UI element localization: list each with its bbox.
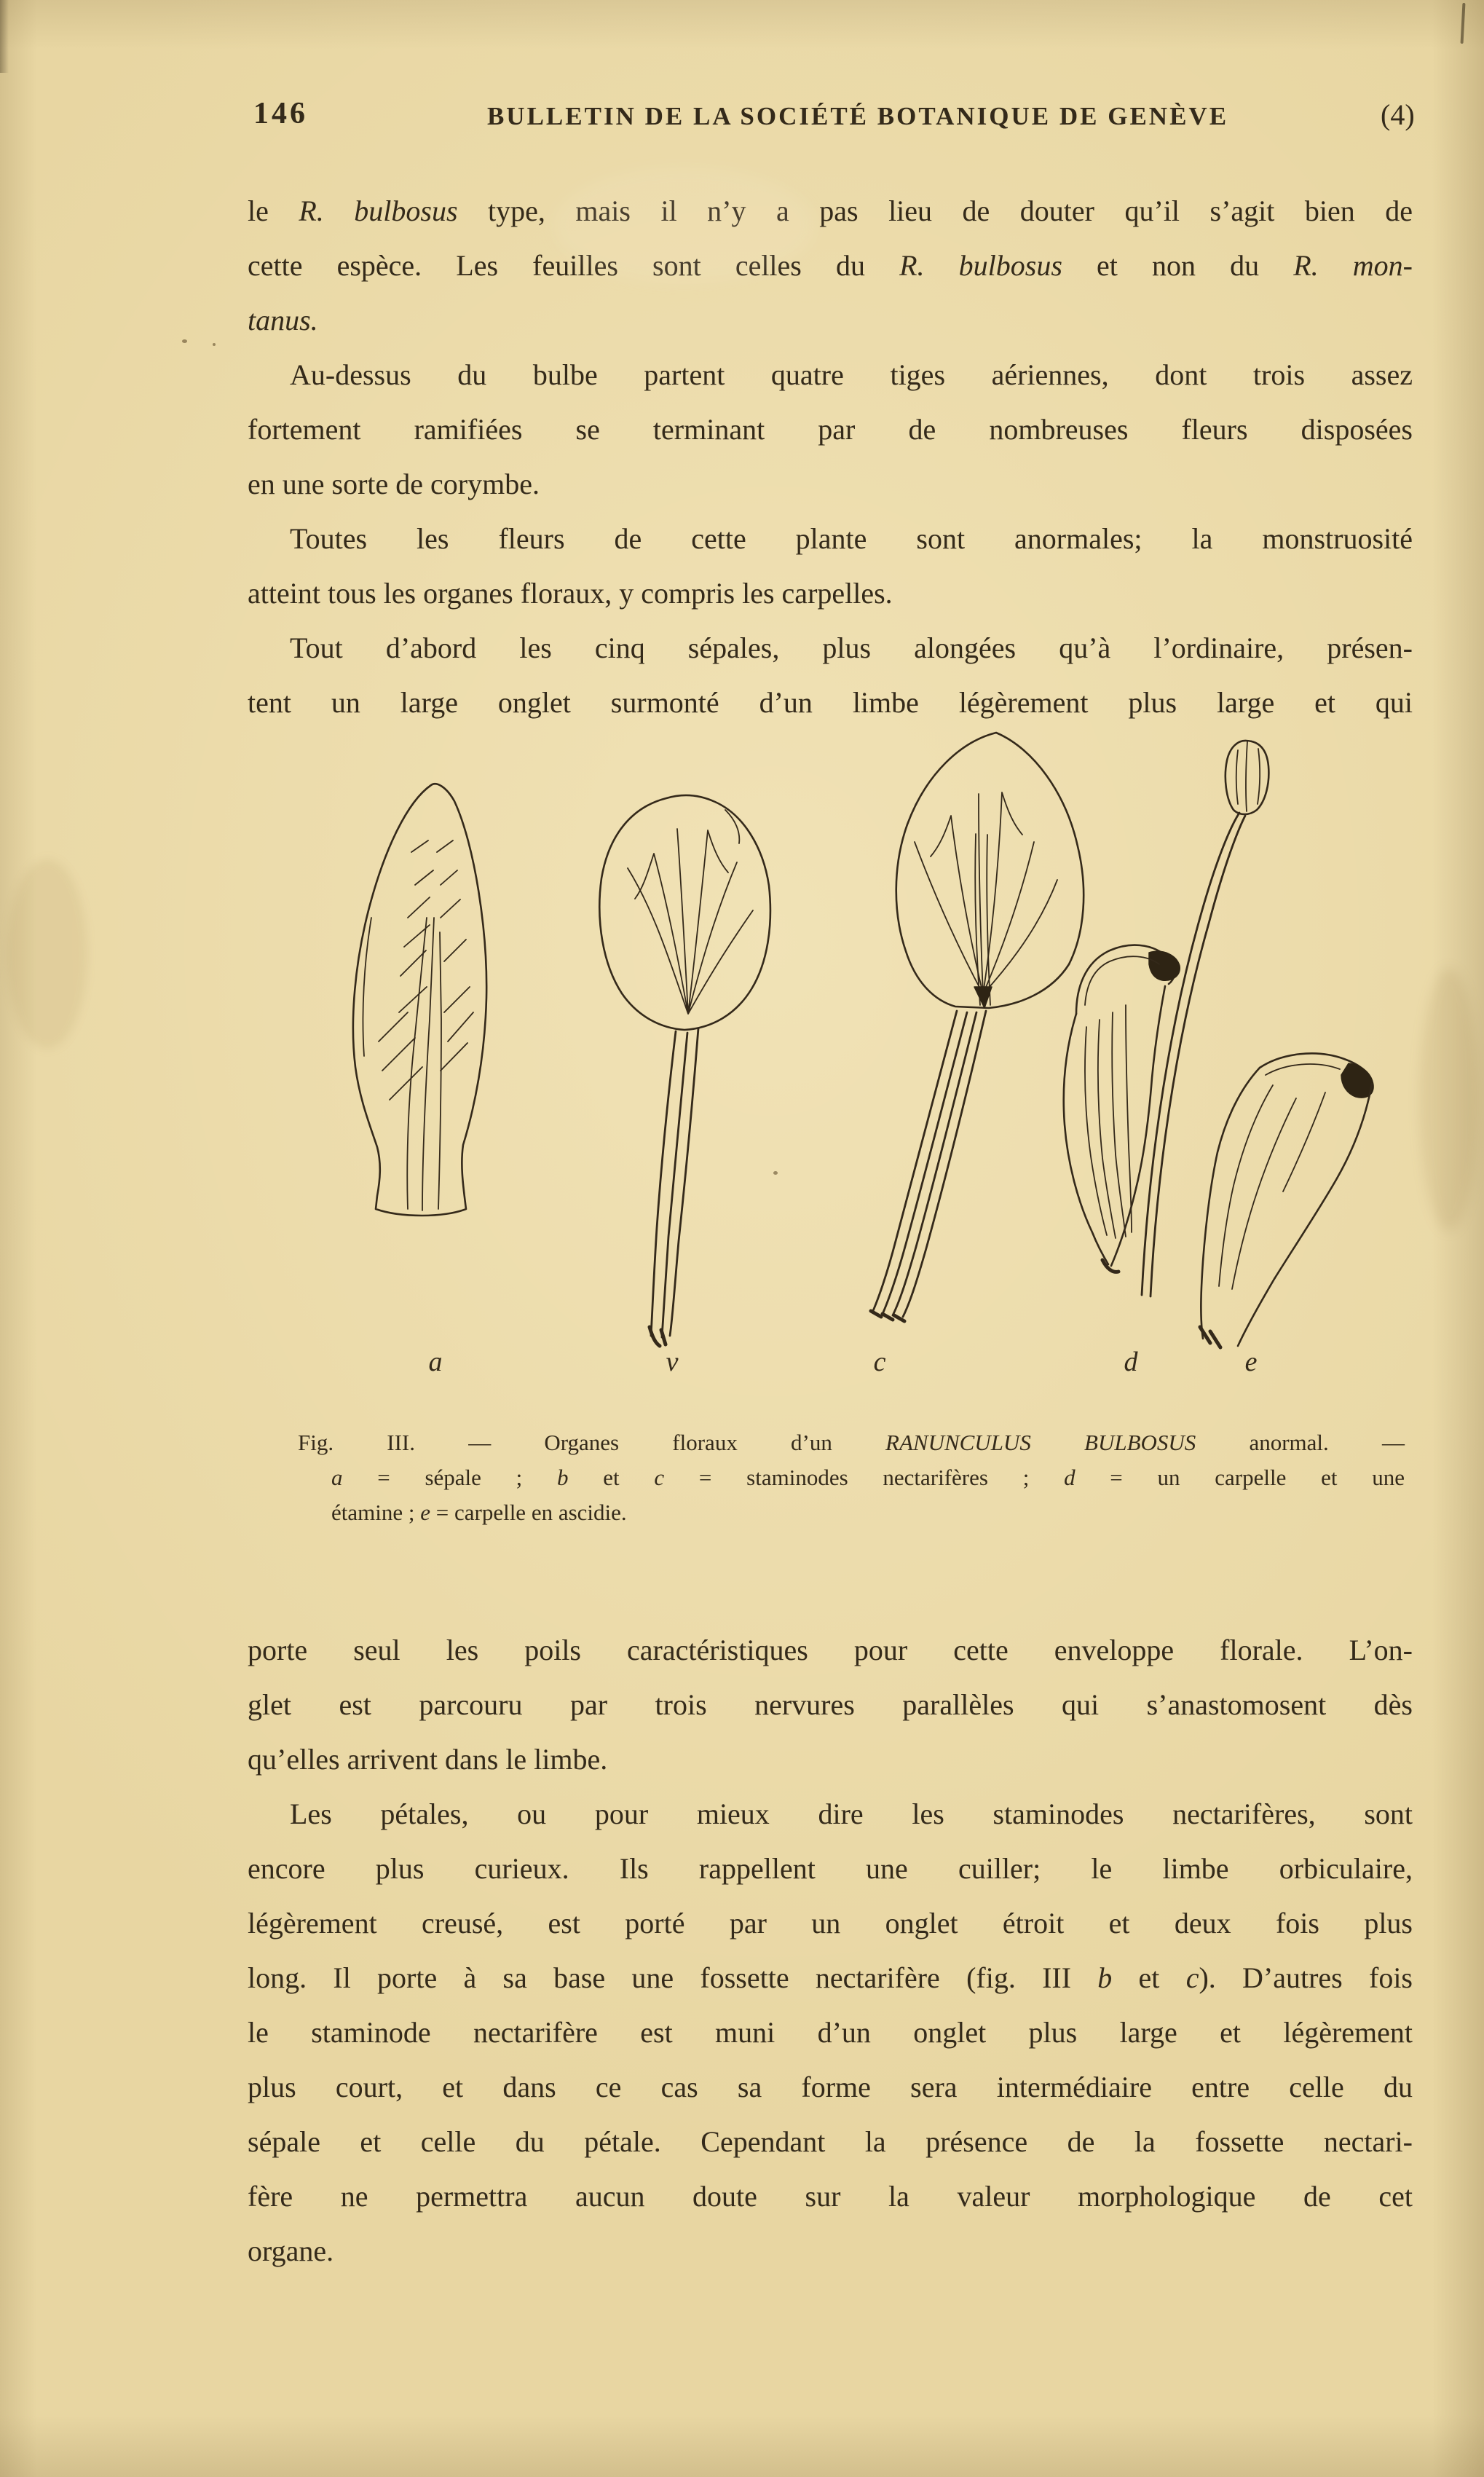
organ-c-staminode-drawing: [871, 733, 1084, 1321]
text-segment: Les pétales, ou pour mieux dire les staminodes nectarifères, sont: [290, 1797, 1413, 1830]
text-segment: légèrement creusé, est porté par un onglet étroit et deux fois plus: [248, 1907, 1413, 1940]
italic-text-segment: tanus.: [248, 304, 318, 336]
text-segment: et: [1112, 1961, 1186, 1994]
text-segment: cette espèce. Les feuilles sont celles du: [248, 249, 900, 282]
paper-stain: [7, 859, 87, 1049]
text-line: [248, 457, 1413, 511]
text-segment: long. Il porte à sa base une fossette nectarifère (fig. III: [248, 1961, 1098, 1994]
body-text-bottom: [248, 1623, 1413, 2278]
text-segment: Au-dessus du bulbe partent quatre tiges aériennes, dont trois assez: [290, 358, 1413, 391]
text-line: [248, 2169, 1413, 2224]
italic-text-segment: d: [1064, 1465, 1075, 1490]
text-segment: fortement ramifiées se terminant par de nombreuses fleurs disposées: [248, 413, 1413, 446]
text-line: [248, 1841, 1413, 1896]
text-segment: le: [248, 194, 299, 227]
text-line: [331, 1460, 1405, 1495]
text-segment: ). D’autres fois: [1199, 1961, 1413, 1994]
text-segment: anormal. —: [1196, 1430, 1405, 1455]
text-line: [248, 2005, 1413, 2060]
text-segment: organe.: [248, 2234, 334, 2267]
text-line: [248, 566, 1413, 621]
italic-text-segment: R. mon-: [1293, 249, 1413, 282]
text-segment: porte seul les poils caractéristiques pour cette enveloppe florale. L’on-: [248, 1634, 1413, 1666]
text-segment: = un carpelle et une: [1075, 1465, 1405, 1490]
italic-text-segment: RANUNCULUS BULBOSUS: [885, 1430, 1196, 1455]
text-segment: le staminode nectarifère est muni d’un onglet plus large et légèrement: [248, 2016, 1413, 2049]
text-line: [248, 511, 1413, 566]
text-line: [248, 1732, 1413, 1787]
italic-text-segment: R. bulbosus: [299, 194, 458, 227]
text-segment: plus court, et dans ce cas sa forme sera intermédiaire entre celle du: [248, 2071, 1413, 2103]
text-segment: étamine ;: [331, 1500, 421, 1525]
text-line: [248, 1896, 1413, 1950]
text-segment: en une sorte de corymbe.: [248, 468, 540, 500]
paper-speck: [182, 339, 187, 343]
text-segment: atteint tous les organes floraux, y compris les carpelles.: [248, 577, 893, 610]
text-segment: sépale et celle du pétale. Cependant la présence de la fossette nectari-: [248, 2125, 1413, 2158]
text-segment: et non du: [1062, 249, 1294, 282]
scan-edge-mark: [1461, 3, 1466, 44]
italic-text-segment: b: [1097, 1961, 1113, 1994]
text-segment: type, mais il n’y a pas lieu de douter qu’il s’agit bien de: [457, 194, 1413, 227]
text-line: [248, 184, 1413, 238]
text-line: [248, 1623, 1413, 1677]
botanical-figure-drawing: [291, 699, 1442, 1377]
text-segment: = carpelle en ascidie.: [430, 1500, 627, 1525]
text-line: [248, 238, 1413, 293]
text-line: [248, 1787, 1413, 1841]
text-line: [248, 621, 1413, 675]
figure-caption: [298, 1425, 1405, 1530]
text-line: [248, 1677, 1413, 1732]
text-segment: tent un large onglet surmonté d’un limbe légèrement plus large et qui: [248, 686, 1413, 719]
italic-text-segment: c: [654, 1465, 665, 1490]
text-line: [248, 2060, 1413, 2114]
organ-b-staminode-drawing: [599, 795, 770, 1346]
figure-label-c: c: [873, 1347, 886, 1377]
text-segment: glet est parcouru par trois nervures parallèles qui s’anastomosent dès: [248, 1688, 1413, 1721]
text-line: [248, 1950, 1413, 2005]
italic-text-segment: a: [331, 1465, 343, 1490]
text-line: [331, 1495, 1405, 1530]
italic-text-segment: e: [420, 1500, 430, 1525]
text-line: [248, 402, 1413, 457]
text-segment: = staminodes nectarifères ;: [664, 1465, 1065, 1490]
scan-corner-shadow: [0, 0, 9, 73]
text-segment: Tout d’abord les cinq sépales, plus alongées qu’à l’ordinaire, présen-: [290, 631, 1413, 664]
figure-label-a: a: [428, 1347, 443, 1377]
journal-title: BULLETIN DE LA SOCIÉTÉ BOTANIQUE DE GENÈVE: [486, 102, 1229, 130]
text-segment: Fig. III. — Organes floraux d’un: [298, 1430, 886, 1455]
organ-e-ascidiate-carpel-drawing: [1200, 1053, 1373, 1347]
figure-label-e: e: [1244, 1347, 1258, 1377]
italic-text-segment: c: [1185, 1961, 1199, 1994]
paper-speck: [213, 343, 216, 346]
organ-d-carpel-and-stamen-drawing: [1064, 741, 1269, 1296]
italic-text-segment: b: [557, 1465, 569, 1490]
page-number: 146: [253, 97, 308, 130]
text-segment: Toutes les fleurs de cette plante sont anormales; la monstruosité: [290, 522, 1413, 555]
text-segment: encore plus curieux. Ils rappellent une cuiller; le limbe orbiculaire,: [248, 1852, 1413, 1885]
text-line: [248, 2114, 1413, 2169]
figure-label-b: v: [666, 1347, 679, 1377]
text-line: [248, 347, 1413, 402]
figure-label-d: d: [1124, 1347, 1138, 1377]
italic-text-segment: R. bulbosus: [899, 249, 1062, 282]
text-segment: et: [568, 1465, 655, 1490]
text-line: [298, 1425, 1405, 1460]
issue-number: (4): [1381, 98, 1415, 131]
organ-a-sepal-drawing: [353, 784, 486, 1216]
text-segment: fère ne permettra aucun doute sur la valeur morphologique de cet: [248, 2180, 1413, 2213]
text-line: [248, 293, 1413, 347]
text-segment: = sépale ;: [342, 1465, 558, 1490]
body-text-top: [248, 184, 1413, 730]
text-segment: qu’elles arrivent dans le limbe.: [248, 1743, 608, 1776]
text-line: [248, 2224, 1413, 2278]
